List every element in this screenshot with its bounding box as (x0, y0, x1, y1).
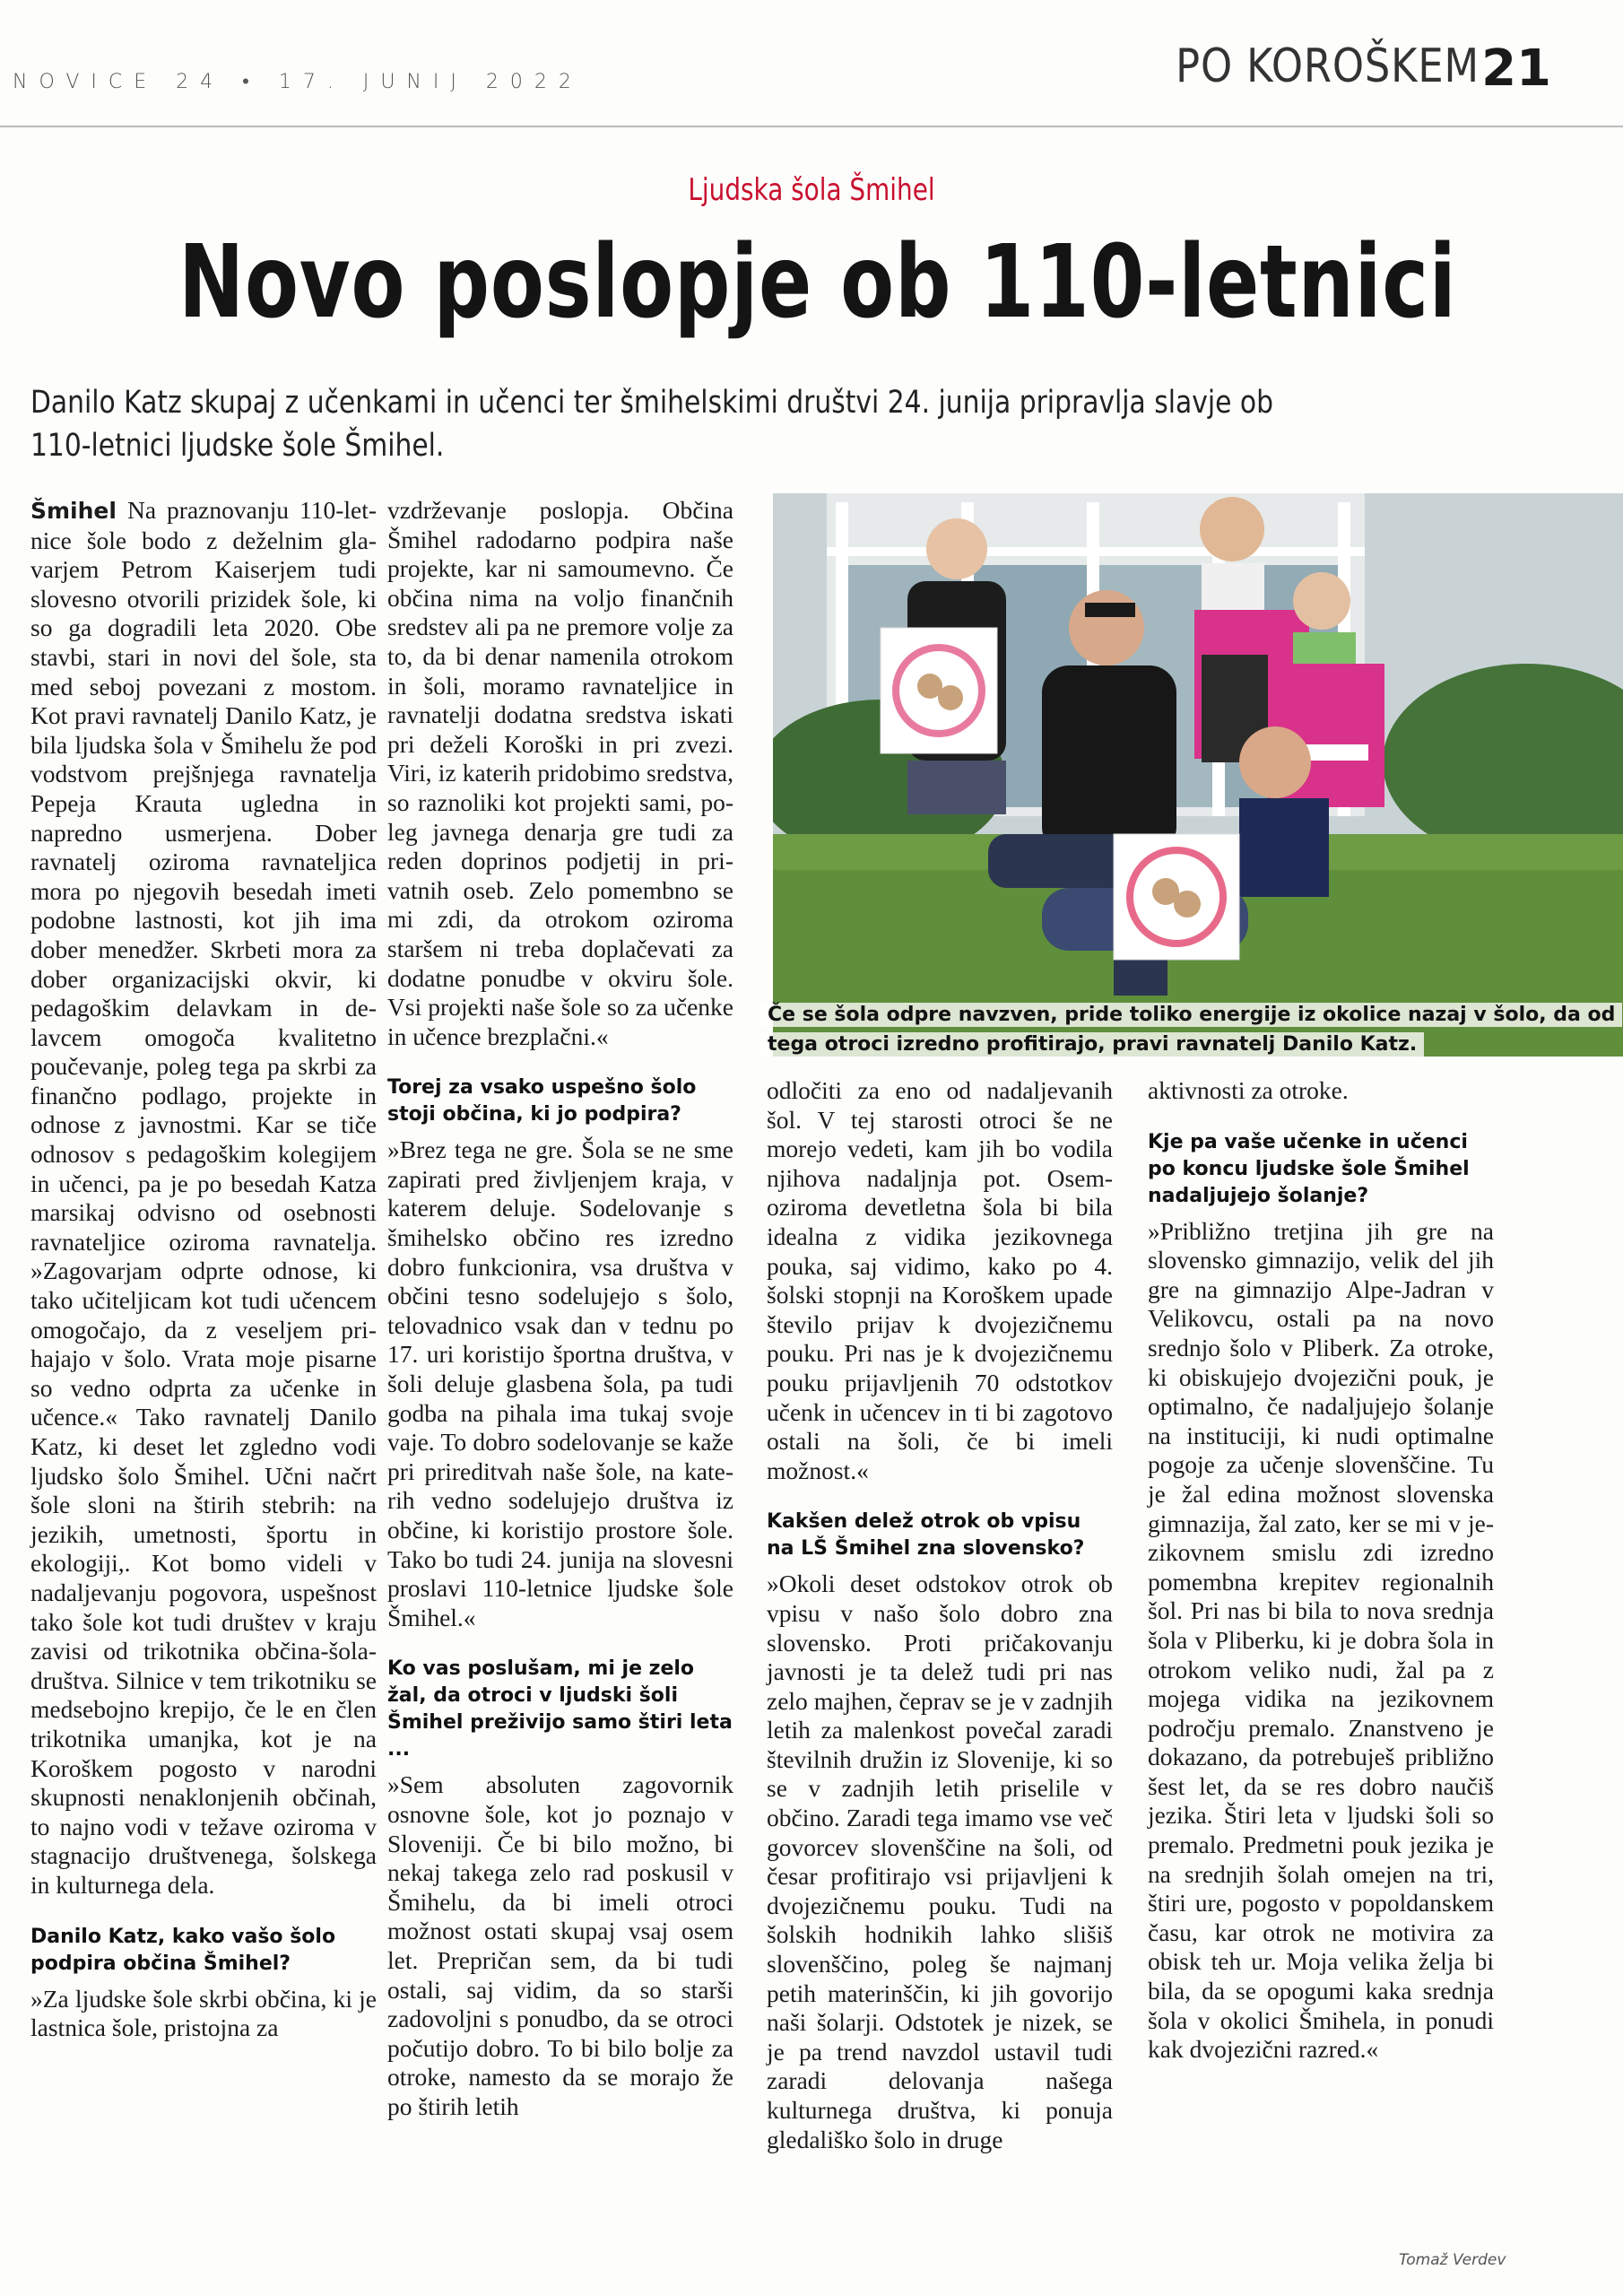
article-photo (773, 493, 1623, 1057)
dateline: Šmihel (30, 498, 117, 524)
author-credit: Tomaž Verdev (1399, 2251, 1506, 2269)
interview-question: Ko vas poslušam, mi je zelo žal, da otroci v ljudski šoli Šmihel preživijo samo štiri leta ... (387, 1657, 733, 1761)
interview-answer: »Sem absoluten zagovornik osnovne šole, kot jo poznajo v Sloveniji. Če bi bilo možno, bi nekaj takega zelo rad poskusil v Šmihelu, da bi imeli otroci možnost ostati skupaj vsaj osem let. Prepričan sem, da bi tudi ostali, saj vidim, da so starši zadovoljni s ponudbo, da se otroci počutijo dobro. To bi bilo bolje za otroke, namesto da se morajo že po štirih letih (387, 1770, 733, 2120)
section-title: PO KOROŠKEM (1176, 39, 1480, 93)
paragraph (30, 496, 377, 1900)
article-lead: Danilo Katz skupaj z učenkami in učenci ter šmihelskimi društvi 24. junija pripravlja slavje ob 110-letnici ljudske šole Šmihel. (30, 385, 1273, 464)
interview-answer: »Za ljudske šole skrbi občina, ki je lastnica šole, pristojna za (30, 1984, 377, 2042)
interview-answer: »Brez tega ne gre. Šola se ne sme zapirati pred življenjem kraja, v katerem deluje. Sodelovanje s šmihelsko občino res izredno dobro funkcionira, vsa društva v občini tesno sodelujejo s šolo, telovadnico vsak dan v tednu po 17. uri koristijo športna društva, v šoli deluje glasbena šola, pa tudi godba na pihala ima tukaj svoje vaje. To dobro sodelovanje se kaže pri prireditvah naše šole, na katerih vedno sodelujejo društva iz občine, ki koristijo prostore šole. Tako bo tudi 24. junija na slovesni proslavi 110-letnice ljudske šole Šmihel.« (387, 1135, 733, 1631)
photo-illustration (773, 493, 1623, 1057)
article-column-2 (387, 496, 733, 2122)
article-column-1 (30, 496, 377, 2043)
interview-answer: »Okoli deset odstokov otrok ob vpisu v našo šolo dobro zna slovensko. Proti pričakovanju javnosti je ta delež tudi pri nas zelo majhen, čeprav se je v zadnjih letih za malenkost povečal zaradi številnih družin iz Slovenije, ki so se v zadnjih letih priselile v občino. Zaradi tega imamo vse več govorcev slovenščine na šoli, od česar profitirajo vsi prijavljeni k dvojezičnemu pouku. Tudi na šolskih hodnikih lahko slišiš slovenščino, poleg še najmanj petih materinščin, ki jih govorijo naši šolarji. Odstotek je nizek, se je pa trend navzdol ustavil tudi zaradi delovanja našega kulturnega društva, ki ponuja gledališko šolo in druge (767, 1570, 1113, 2153)
photo-caption: Če se šola odpre navzven, pride toliko energije iz okolice nazaj v šolo, da od tega otroci izredno profitirajo, pravi ravnatelj Danilo Katz. (760, 1000, 1621, 1059)
header-rule (0, 126, 1623, 127)
interview-question: Kje pa vaše učenke in učenci po koncu ljudske šole Šmihel nadaljujejo šolanje? (1148, 1130, 1470, 1207)
interview-answer: vzdrževanje poslopja. Občina Šmihel radodarno podpira naše projekte, kar ni samoumevno. Če občina nima na voljo finančnih sredstev ali pa ne premore volje za to, da bi denar namenila otrokom in šoli, moramo ravnateljice in ravnatelji dodatna sredstva iskati pri deželi Koroški in pri zvezi. Viri, iz katerih pridobimo sredstva, so raznoliki kot projekti sami, poleg javnega denarja gre tudi za reden doprinos podjetij in privatnih oseb. Zelo pomembno se mi zdi, da otrokom oziroma staršem ni treba doplačevati za dodatne ponudbe v okviru šole. Vsi projekti naše šole so za učenke in učence brezplačni.« (387, 496, 733, 1050)
article-column-4 (1148, 1076, 1494, 2065)
interview-answer: »Približno tretjina jih gre na slovensko gimnazijo, velik del jih gre na gimnazijo Alpe-Jadran v Velikovcu, ostali pa na novo srednjo šolo v Pliberk. Za otroke, ki obiskujejo dvojezični pouk, je optimalno, če nadaljujejo šolanje na instituciji, ki nudi optimalne pogoje za učenje slovenščine. Tu je žal edina možnost slovenska gimnazija, žal zato, ker se mi v jezikovnem smislu zdi izredno pomembna krepitev regionalnih šol. Pri nas bi bila to nova srednja šola v Pliberku, ki je dobra šola in otrokom veliko nudi, žal pa z mojega vidika na jezikovnem področju premalo. Znanstveno je dokazano, da potrebuješ približno šest let, da se res dobro naučiš jezika. Štiri leta v ljudski šoli so premalo. Predmetni pouk jezika je na srednjih šolah omejen na tri, štiri ure, pogosto v popoldanskem času, kar otrok ne motivira za obisk teh ur. Moja velika želja bi bila, da se opogumi kaka srednja šola v okolici Šmihela, in ponudi kak dvojezični razred.« (1148, 1216, 1494, 2064)
page-number: 21 (1481, 39, 1551, 98)
interview-question: Kakšen delež otrok ob vpisu na LŠ Šmihel zna slovensko? (767, 1510, 1085, 1561)
article-kicker: Ljudska šola Šmihel (688, 172, 935, 208)
interview-answer: odločiti za eno od nadaljevanih šol. V tej starosti otroci še ne morejo vedeti, kam jih bo vodila njihova nadaljnja pot. Osem- oziroma devetletna šola bi bila idealna z vidika jezikovnega pouka, saj vidimo, kako po 4. šolski stopnji na Koroškem upade število prijav k dvojezičnemu pouku. Pri nas je k dvojezičnemu pouku prijavljenih 70 odstotkov učenk in učencev in ti bi zagotovo ostali na šoli, če bi imeli možnost.« (767, 1076, 1113, 1484)
interview-question: Torej za vsako uspešno šolo stoji občina, ki jo podpira? (387, 1076, 697, 1126)
issue-line: NOVICE 24 • 17. JUNIJ 2022 (13, 71, 583, 93)
article-column-3 (767, 1076, 1113, 2154)
paragraph-text: Na praznovanju 110-letnice šole bodo z deželnim glavarjem Petrom Kaiserjem tudi slovesno otvorili prizidek šole, ki so ga dogradili leta 2020. Obe stavbi, stari in novi del šole, sta med seboj povezani z mostom. Kot pravi ravnatelj Danilo Katz, je bila ljudska šola v Šmihelu že pod vodstvom prejšnjega ravnatelja Pepeja Krauta ugledna in napredno usmerjena. Dober ravnatelj oziroma ravnateljica mora po njegovih besedah imeti podobne lastnosti, kot jih ima dober menedžer. Skrbeti mora za dober organizacijski okvir, ki pedagoškim delavkam in delavcem omogoča kvalitetno poučevanje, poleg tega pa skrbi za finančno podlago, projekte in odnose z javnostmi. Kar se tiče odnosov s pedagoškim kolegijem in učenci, pa je po besedah Katza marsikaj odvisno od osebnosti ravnateljice oziroma ravnatelja. »Zagovarjam odprte odnose, ki tako učiteljicam kot tudi učencem omogočajo, da z veseljem prihajajo v šolo. Vrata moje pisarne so vedno odprta za učenke in učence.« Tako ravnatelj Danilo Katz, ki deset let zgledno vodi ljudsko šolo Šmihel. Učni načrt šole sloni na štirih stebrih: na jezikih, umetnosti, športu in ekologiji,. Kot bomo videli v nadaljevanju pogovora, uspešnost tako šole kot tudi društev v kraju zavisi od trikotnika občina-šola-društva. Silnice v tem trikotniku se medsebojno krepijo, če le en člen trikotnika umanjka, kot je na Koroškem pogosto v narodni skupnosti nenaklonjenih občinah, to najno vodi v težave oziroma v stagnacijo društvenega, šolskega in kulturnega dela. (30, 496, 378, 1899)
interview-question: Danilo Katz, kako vašo šolo podpira občina Šmihel? (30, 1925, 336, 1975)
article-headline: Novo poslopje ob 110-letnici (178, 224, 1457, 341)
interview-answer: aktivnosti za otroke. (1148, 1076, 1349, 1104)
